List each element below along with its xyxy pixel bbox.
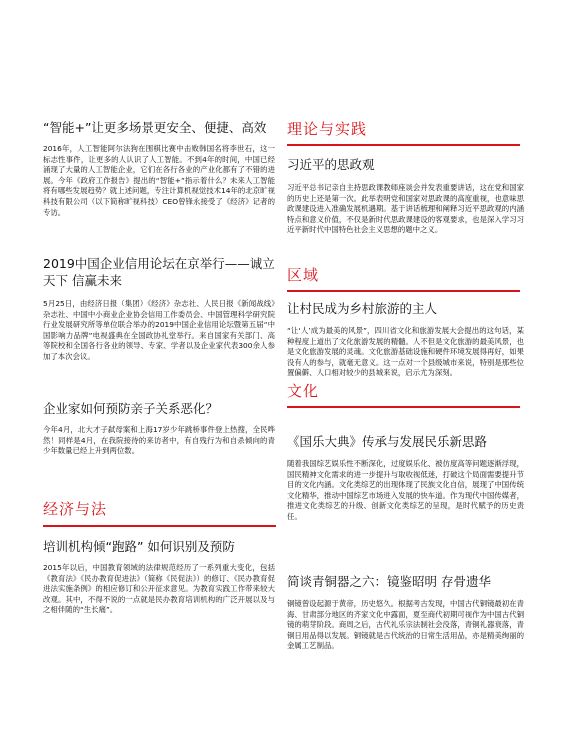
article-body: 铜镜曾设起源于黄帝，历史悠久。根据考古发现，中国古代铜镜最初在青海、甘肃部分地区的齐家文化中露面，夏至商代初期可视作为中国古代铜镜的萌芽阶段。商周之后，古代礼乐宗法制社会没落，青铜礼器衰落，青铜日用品得以发展。铜镜就是古代统治的日常生活用品，亦是精美绚丽的金属工艺制品。 bbox=[287, 599, 524, 651]
article-body: 今年4月，北大才子弑母案和上海17岁少年跳桥事件登上热搜，全民哗然！同样是4月，在我院接待的来访者中，有自残行为和自杀倾向的青少年数量已经上升到两位数。 bbox=[43, 425, 275, 456]
article-title: 让村民成为乡村旅游的主人 bbox=[287, 301, 438, 316]
article-training-institutions bbox=[43, 538, 275, 616]
section-title: 区域 bbox=[287, 266, 320, 284]
section-theory-practice bbox=[287, 118, 524, 146]
article-body: 2016年，人工智能阿尔法狗在围棋比赛中击败韩国名将李世石，这一标志性事件，让更多的人认识了人工智能。不到4年的时间，中国已经涌现了大量的人工智能企业，它们在各行各业的产业化都有了不错的进展。今年《政府工作报告》提出的“智能+”指示着什么？未来人工智能将有哪些发展趋势？就上述问题，专注计算机视觉技术14年的北京旷视科技有限公司（以下简称旷视科技）CEO曾锋永接受了《经济》记者的专访。 bbox=[43, 144, 275, 217]
article-credit-forum bbox=[43, 255, 275, 363]
section-economy-law bbox=[43, 498, 275, 527]
section-divider bbox=[43, 525, 276, 527]
section-region bbox=[287, 264, 524, 292]
article-title: 2019中国企业信用论坛在京举行——诚立天下 信赢未来 bbox=[43, 256, 275, 288]
article-title: 简谈青铜器之六：镜鉴昭明 存骨遗华 bbox=[287, 574, 491, 589]
article-parent-child bbox=[43, 400, 275, 457]
article-bronze-mirrors bbox=[287, 573, 524, 652]
article-title: 《国乐大典》传承与发展民乐新思路 bbox=[287, 434, 488, 449]
section-title: 理论与实践 bbox=[287, 120, 368, 138]
article-national-music bbox=[287, 433, 524, 523]
section-divider bbox=[287, 144, 520, 146]
article-body: 习近平总书记亲自主持思政课教师座谈会并发表重要讲话，这在党和国家的历史上还是第一次。此举表明党和国家对思政课的高度重视，也意味思政课建设进入准确发展机遇期。基于讲话梳理和阐释习近平思政观的内涵特点和意义价值，不仅是新时代思政课建设的客观要求，也是深入学习习近平新时代中国特色社会主义思想的题中之义。 bbox=[287, 183, 524, 235]
article-body: “让‘人’成为最美的风景”，四川省文化和旅游发展大会提出的这句话，某种程度上道出了文化旅游发展的精髓。人不但是文化旅游的最美风景，也是文化旅游发展的灵魂。文化旅游基础设施和硬件环境发展得再好，如果没有人的参与，就毫无意义。这一点对一个县级城市来说，特别是那些位置偏僻、人口相对较少的县城来说，启示尤为深刻。 bbox=[287, 326, 524, 378]
section-culture bbox=[287, 380, 524, 408]
section-divider bbox=[287, 406, 520, 408]
article-smart-plus bbox=[43, 119, 275, 218]
article-village-tourism bbox=[287, 300, 524, 379]
article-body: 2015年以后，中国教育领域的法律规范经历了一系列重大变化，包括《教育法》《民办教育促进法》（简称《民促法》）的修订、《民办教育促进法实施条例》的相应修订和公开征求意见。为教育实践工作带来较大改观。其中，不得不说的一点就是民办教育培训机构的广泛开展以及与之相伴随的“生长痛”。 bbox=[43, 563, 275, 615]
article-title: 习近平的思政观 bbox=[287, 157, 375, 172]
article-xi-ideology bbox=[287, 156, 524, 236]
article-body: 5月25日，由经济日报（集团）《经济》杂志社、人民日报《新闻战线》杂志社、中国中小商业企业协会信用工作委员会、中国管理科学研究院行业发展研究所等单位联合举办的2019中国企业信用论坛暨第五届“中国影响力品牌”电视盛典在全国政协礼堂举行。来自国家有关部门、高等院校和全国各行各业的领导、专家、学者以及企业家代表300余人参加了本次会议。 bbox=[43, 299, 275, 361]
article-body: 随着我国综艺娱乐性不断深化，过度娱乐化、被仿度高等问题逐渐浮现，国民精神文化需求的进一步提升与取收视低迷，打破这个局面需要提升节目的文化内涵。文化类综艺的出现体现了民族文化自信，展现了中国传统文化精华，推动中国综艺市场进入发展的快车道。作为现代中国传媒者，推进文化类综艺的升级、创新文化类综艺的呈现，是时代赋予的历史责任。 bbox=[287, 459, 524, 521]
article-title: “智能+”让更多场景更安全、便捷、高效 bbox=[43, 120, 267, 135]
article-title: 培训机构倾“跑路” 如何识别及预防 bbox=[43, 539, 235, 554]
section-title: 文化 bbox=[287, 382, 320, 400]
section-divider bbox=[287, 290, 520, 292]
article-title: 企业家如何预防亲子关系恶化？ bbox=[43, 401, 219, 416]
section-title: 经济与法 bbox=[43, 500, 108, 518]
